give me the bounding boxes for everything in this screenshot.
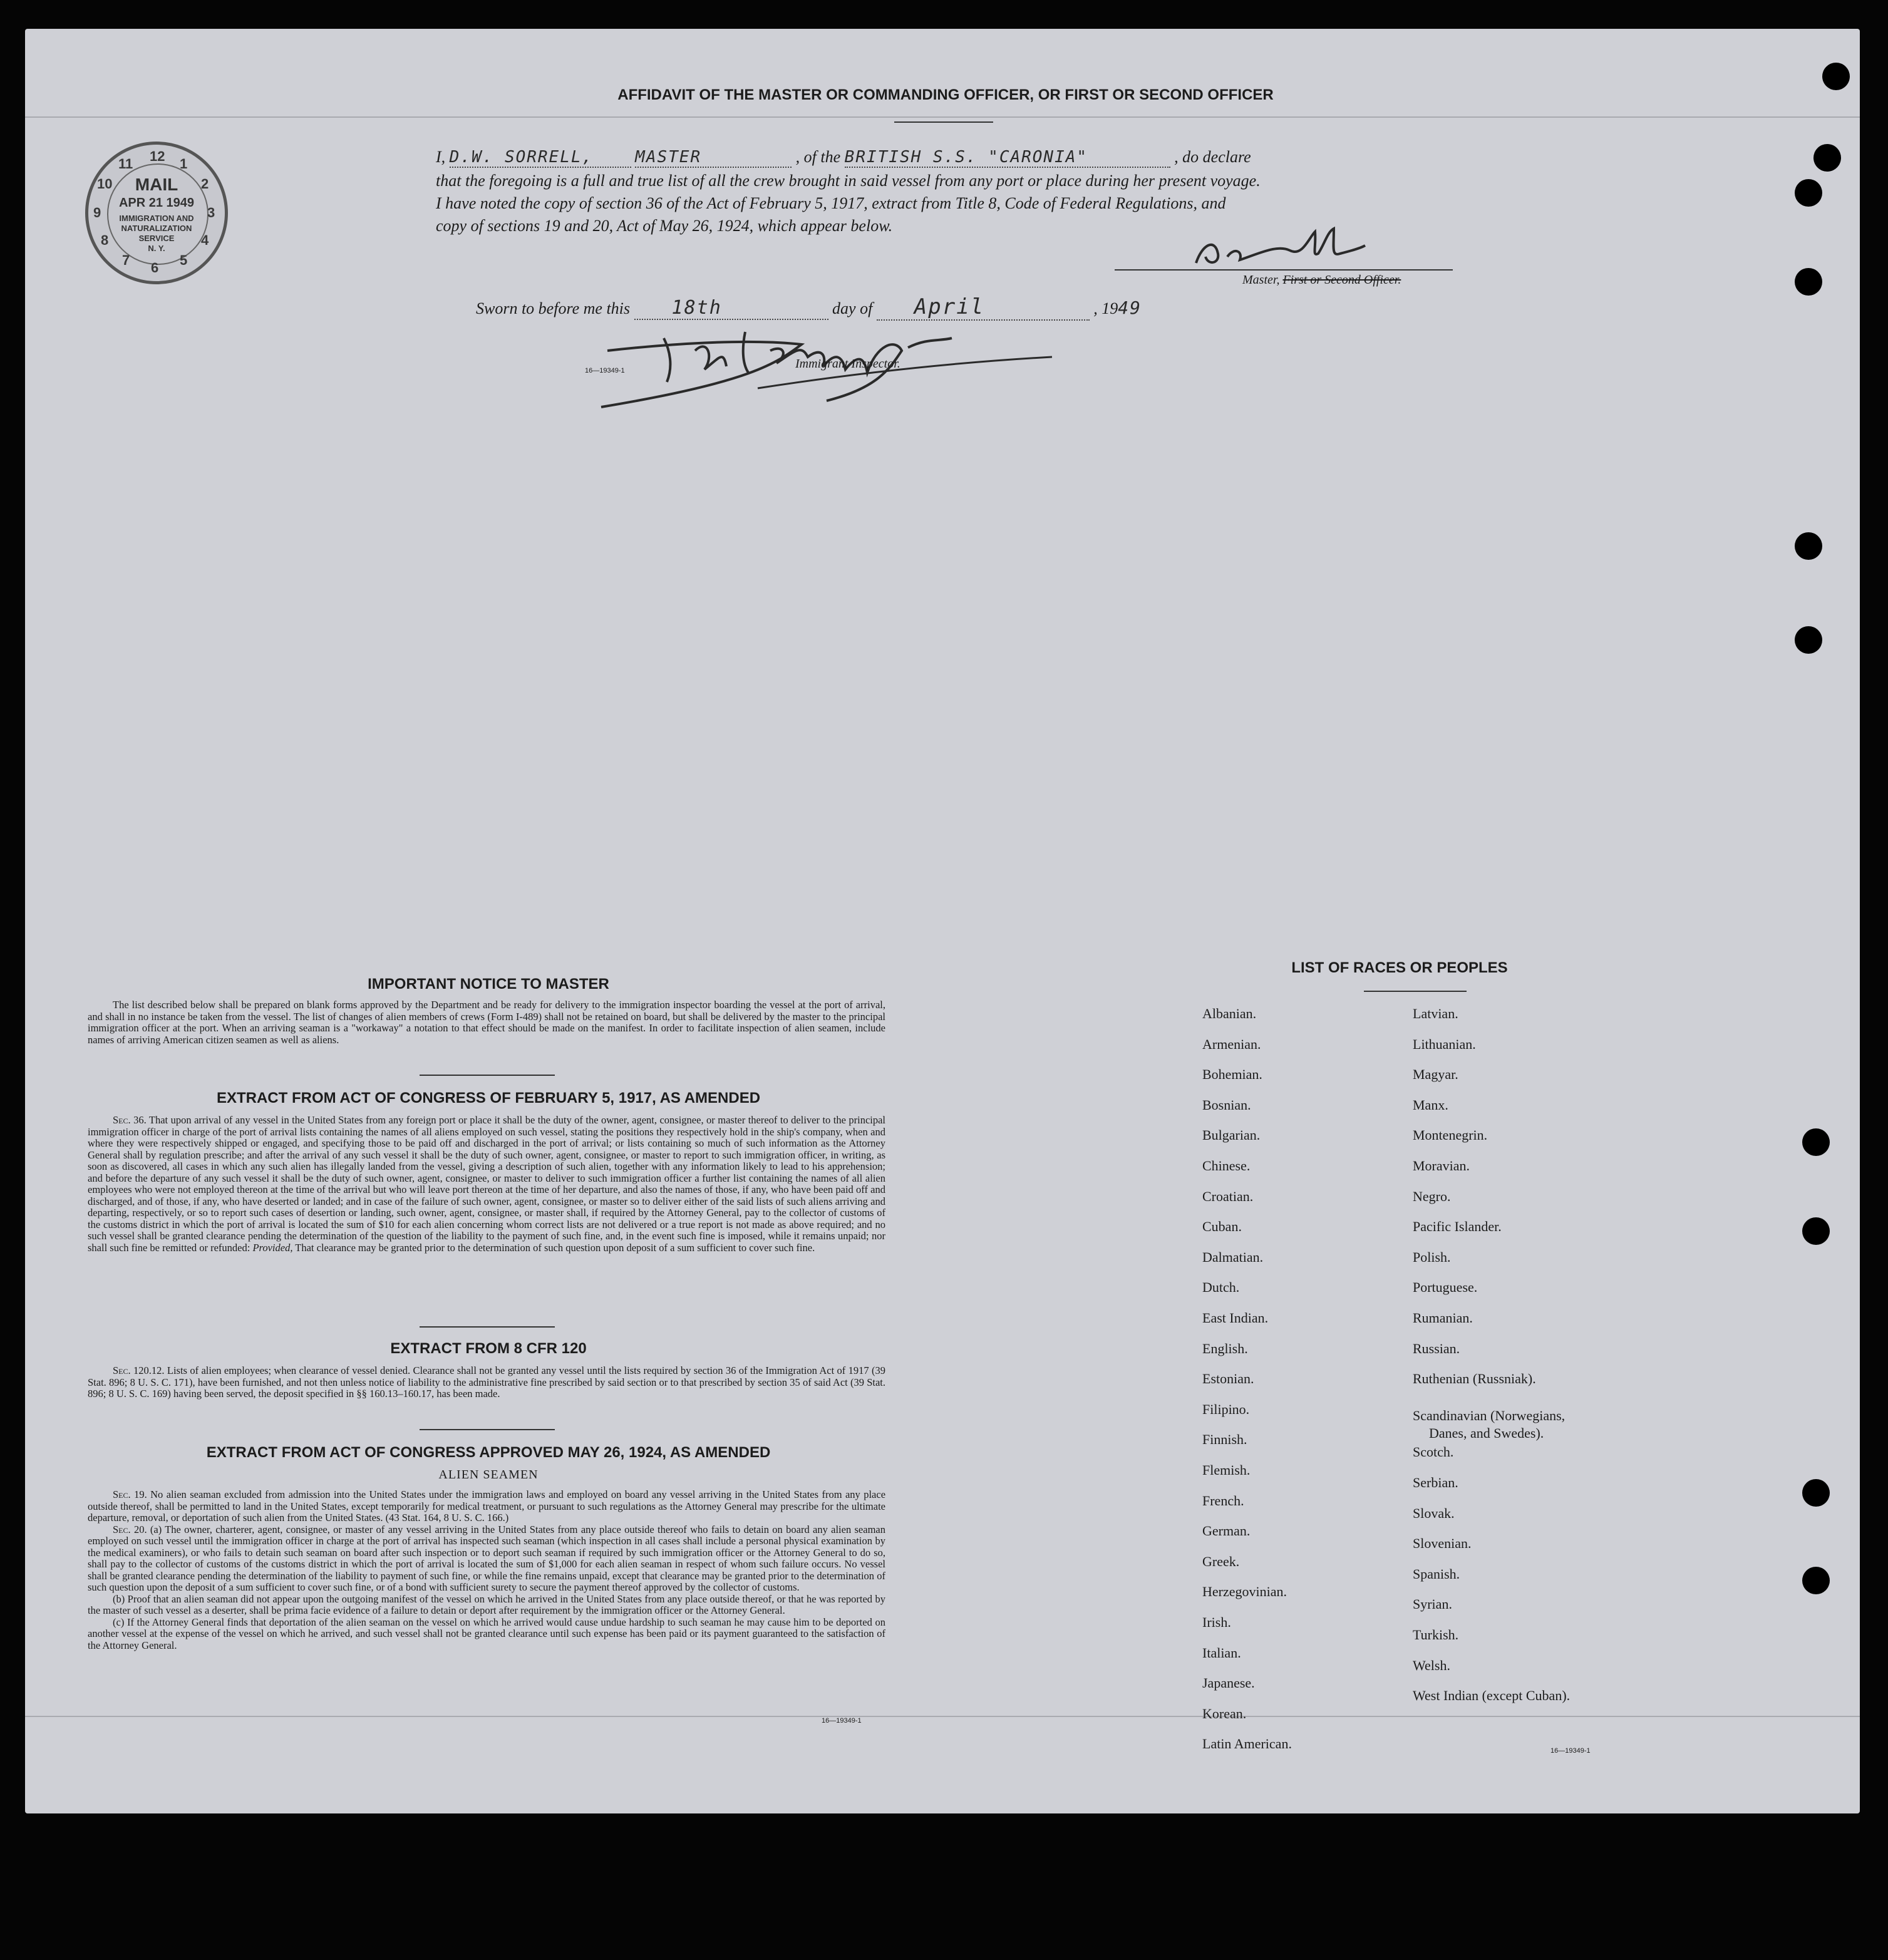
sworn-month: April bbox=[877, 294, 1090, 321]
race-item: Albanian. bbox=[1202, 1006, 1257, 1021]
sec-19-label: Sec. 19. bbox=[113, 1488, 147, 1500]
stamp-number: 7 bbox=[122, 252, 130, 268]
punch-hole bbox=[1802, 1128, 1830, 1156]
sec-36-label: Sec. 36. bbox=[113, 1114, 147, 1126]
race-item: Scotch. bbox=[1413, 1444, 1454, 1460]
affidavit-line-2: that the foregoing is a full and true list of all the crew brought in said vessel from any port or place during her present voyage. bbox=[436, 172, 1261, 190]
race-item: Negro. bbox=[1413, 1188, 1451, 1204]
affidavit-line-4: copy of sections 19 and 20, Act of May 26, 1924, which appear below. bbox=[436, 217, 893, 235]
race-item: Estonian. bbox=[1202, 1371, 1254, 1387]
race-item: Filipino. bbox=[1202, 1401, 1250, 1417]
stamp-mail: MAIL bbox=[135, 175, 178, 194]
sec-20-label: Sec. 20. bbox=[113, 1523, 147, 1535]
stamp-number: 10 bbox=[97, 176, 113, 192]
stamp-number: 8 bbox=[101, 232, 109, 248]
master-label: Master, bbox=[1242, 273, 1280, 287]
master-signature-line bbox=[1115, 269, 1453, 271]
race-item: Bosnian. bbox=[1202, 1096, 1251, 1113]
master-rank: MASTER bbox=[635, 148, 792, 168]
sec-19-paragraph bbox=[88, 1489, 885, 1524]
races-title-rule bbox=[1364, 991, 1467, 992]
race-item: Greek. bbox=[1202, 1553, 1240, 1569]
race-item: Scandinavian (Norwegians, bbox=[1413, 1407, 1566, 1423]
inspector-label: Immigrant Inspector. bbox=[795, 357, 900, 371]
of-the-text: , of the bbox=[795, 148, 841, 166]
stamp-number: 4 bbox=[201, 232, 209, 248]
year-prefix: , 19 bbox=[1093, 299, 1118, 317]
race-item: Rumanian. bbox=[1413, 1310, 1473, 1326]
sworn-day: 18th bbox=[634, 297, 828, 320]
race-item: English. bbox=[1202, 1340, 1248, 1356]
punch-hole bbox=[1802, 1479, 1830, 1507]
race-item: Syrian. bbox=[1413, 1596, 1452, 1612]
stamp-number: 3 bbox=[207, 205, 215, 220]
race-item: Herzegovinian. bbox=[1202, 1584, 1287, 1600]
race-item: Magyar. bbox=[1413, 1066, 1458, 1083]
day-of-text: day of bbox=[832, 299, 873, 317]
stamp-date: APR 21 1949 bbox=[118, 196, 195, 210]
fold-line bbox=[25, 116, 1860, 118]
sec-36-text: That upon arrival of any vessel in the United States from any foreign port or place it shall be the duty of the owner, agent, consignee, or master thereof to deliver to the principal immigration officer in charge of the port of arrival lists containing the names of all aliens employed on such vessel, stating the positions they respectively hold in the ship's company, when and where they were respectively shipped or engaged, and specifying those to be paid off and discharged in the port of arrival; or lists containing so much of such information as the Attorney General shall by regulation prescribe; and after the arrival of any such vessel it shall be the duty of such owner, agent, consignee, or master to report to such immigration officer, in writing, as soon as discovered, all cases in which any such alien has illegally landed from the vessel, giving a description of such alien, together with any information likely to lead to his apprehension; and before the departure of any such vessel it shall be the duty of such owner, agent, consignee, or master to deliver to such immigration officer a further list containing the names of all alien employees who were not employed thereon at the time of the arrival but who will leave port thereon at the time of her departure, and also the names of those, if any, who have been paid off and discharged, and of those, if any, who have deserted or landed; and in case of the failure of such owner, agent, consignee, or master so to deliver either of the said lists of such aliens arriving and departing, respectively, or so to report such cases of desertion or landing, such owner, agent, consignee, or master shall, if required by the Attorney General, pay to the collector of customs of the customs district in which the port of arrival is located the sum of $10 for each alien concerning whom correct lists are not delivered or a true report is not made as above required; and no such vessel shall be granted clearance pending the determination of the question of the liability to the payment of such fine, and, in the event such fine is imposed, while it remains unpaid; nor shall such fine be remitted or refunded: bbox=[88, 1114, 886, 1254]
stamp-number: 11 bbox=[118, 156, 133, 172]
race-item: Cuban. bbox=[1202, 1219, 1242, 1235]
race-item: East Indian. bbox=[1202, 1310, 1269, 1326]
sworn-prefix: Sworn to before me this bbox=[476, 299, 631, 317]
stamp-agency-2: NATURALIZATION bbox=[121, 224, 192, 233]
section-divider bbox=[420, 1429, 555, 1430]
punch-hole bbox=[1795, 179, 1822, 207]
struck-officer-label: First or Second Officer. bbox=[1282, 273, 1401, 287]
sec-20a-paragraph bbox=[88, 1524, 885, 1594]
extract-1924-title: EXTRACT FROM ACT OF CONGRESS APPROVED MAY 26, 1924, AS AMENDED bbox=[206, 1444, 771, 1461]
race-item: Russian. bbox=[1413, 1340, 1460, 1356]
race-item: Welsh. bbox=[1413, 1657, 1450, 1673]
sec-20b-paragraph: (b) Proof that an alien seaman did not appear upon the outgoing manifest of the vessel on which he arrived in the United States from any place outside thereof, or that he was reported by the master of such vessel as a deserter, shall be prima facie evidence of a failure to detain or deport after requirement by the immigration officer or the Attorney General. bbox=[88, 1592, 885, 1616]
sec-20a-text: (a) The owner, charterer, agent, consignee, or master of any vessel arriving in the United States from any place outside thereof who fails to detain on board any alien seaman employed on such vessel until the immigration officer in charge at the port of arrival has inspected such seaman (which inspection in all cases shall include a personal physical examination by the medical examiners), or who fails to detain such seaman on board after such inspection or to deport such seaman if required by such immigration officer or the Attorney General to do so, shall pay to the collector of customs of the customs district in which the port of arrival is located the sum of $1,000 for each alien seaman in respect of whom such failure occurs. No vessel shall be granted clearance pending the determination of the liability to payment of such fine, or while the fine remains unpaid, except that clearance may be granted prior to the determination of such question upon the deposit of a sum sufficient to cover such fine, or of a bond with sufficient surety to secure the payment thereof approved by the collector of customs. bbox=[88, 1523, 885, 1593]
race-item: Danes, and Swedes). bbox=[1429, 1425, 1544, 1441]
race-item: Korean. bbox=[1202, 1705, 1247, 1721]
do-declare-text: , do declare bbox=[1174, 148, 1251, 166]
stamp-number: 6 bbox=[151, 260, 159, 276]
race-item: German. bbox=[1202, 1523, 1251, 1539]
race-item: Irish. bbox=[1202, 1614, 1231, 1630]
stamp-agency-1: IMMIGRATION AND bbox=[119, 214, 194, 223]
affidavit-line-1 bbox=[436, 148, 1457, 168]
punch-hole bbox=[1795, 626, 1822, 654]
affidavit-form-code: 16—19349-1 bbox=[585, 367, 625, 374]
punch-hole bbox=[1802, 1217, 1830, 1245]
sec-36-text-end: That clearance may be granted prior to the determination of such question upon deposit of a sum sufficient to cover such fine. bbox=[295, 1241, 815, 1254]
sec-20c-paragraph: (c) If the Attorney General finds that deportation of the alien seaman on the vessel on which he arrived would cause undue hardship to such seaman he may cause him to be deported on another vessel at the expense of the vessel on which he arrived, and such vessel shall not be granted clearance until such expense has been paid or its payment guaranteed to the satisfaction of the Attorney General. bbox=[88, 1616, 885, 1651]
vessel-name: BRITISH S.S. "CARONIA" bbox=[845, 148, 1170, 168]
race-item: Flemish. bbox=[1202, 1462, 1251, 1478]
affidavit-line-3: I have noted the copy of section 36 of the Act of February 5, 1917, extract from Title 8, Code of Federal Regulations, and bbox=[436, 194, 1226, 212]
mail-stamp bbox=[85, 142, 228, 284]
races-form-code: 16—19349-1 bbox=[1550, 1747, 1591, 1755]
race-item: Dutch. bbox=[1202, 1279, 1240, 1296]
race-item: Finnish. bbox=[1202, 1431, 1247, 1448]
race-item: Latin American. bbox=[1202, 1736, 1292, 1752]
extract-1924-body bbox=[88, 1489, 885, 1651]
race-item: Portuguese. bbox=[1413, 1279, 1478, 1296]
master-signature bbox=[1184, 219, 1371, 276]
extract-1917-title: EXTRACT FROM ACT OF CONGRESS OF FEBRUARY 5, 1917, AS AMENDED bbox=[216, 1090, 761, 1106]
title-rule bbox=[894, 121, 993, 123]
signature-caption bbox=[1242, 273, 1401, 287]
sworn-year: 49 bbox=[1118, 297, 1142, 318]
races-title: LIST OF RACES OR PEOPLES bbox=[1291, 959, 1508, 976]
stamp-number: 12 bbox=[150, 148, 165, 164]
race-item: Montenegrin. bbox=[1413, 1127, 1488, 1143]
notice-text: The list described below shall be prepared on blank forms approved by the Department and be ready for delivery to the immigration inspector boarding the vessel at the port of arrival, and shall in no instance be taken from the vessel. The list of changes of alien members of crews (Form I-489) shall not be retained on board, but shall be delivered by the master to the principal immigration officer at the port. When an arriving seaman is a "workaway" a notation to that effect should be made on the manifest. In order to facilitate inspection of alien seamen, include names of arriving American citizen seamen as well as aliens. bbox=[88, 999, 885, 1046]
sec-120-label: Sec. 120.12. bbox=[113, 1364, 165, 1376]
race-item: Latvian. bbox=[1413, 1006, 1458, 1021]
alien-seamen-subtitle: ALIEN SEAMEN bbox=[438, 1468, 539, 1482]
race-item: Italian. bbox=[1202, 1644, 1241, 1661]
notice-body bbox=[88, 999, 885, 1046]
stamp-number: 5 bbox=[180, 252, 188, 268]
race-item: Slovenian. bbox=[1413, 1535, 1472, 1552]
race-item: French. bbox=[1202, 1492, 1244, 1509]
race-item: Armenian. bbox=[1202, 1036, 1261, 1052]
master-name: D.W. SORRELL, bbox=[450, 148, 631, 168]
stamp-city: N. Y. bbox=[148, 244, 165, 253]
race-item: Moravian. bbox=[1413, 1158, 1470, 1173]
race-item: Manx. bbox=[1413, 1096, 1448, 1113]
race-item: Pacific Islander. bbox=[1413, 1219, 1502, 1235]
fold-line bbox=[25, 1716, 1860, 1717]
race-item: West Indian (except Cuban). bbox=[1413, 1688, 1571, 1704]
i-prefix: I, bbox=[436, 148, 446, 166]
punch-hole bbox=[1795, 268, 1822, 296]
stamp-agency-3: SERVICE bbox=[138, 234, 175, 243]
sec-120-text: Lists of alien employees; when clearance of vessel denied. Clearance shall not be granted any vessel until the lists required by section 36 of the Immigration Act of 1917 (39 Stat. 896; 8 U. S. C. 171), have been furnished, and not then unless notice of liability to the administrative fine prescribed by said section or to that prescribed by section 35 of said Act (39 Stat. 896; 8 U. S. C. 169) having been served, the deposit specified in §§ 160.13–160.17, has been made. bbox=[88, 1364, 886, 1400]
race-item: Serbian. bbox=[1413, 1475, 1458, 1490]
affidavit-title: AFFIDAVIT OF THE MASTER OR COMMANDING OFFICER, OR FIRST OR SECOND OFFICER bbox=[617, 86, 1274, 103]
race-item: Bohemian. bbox=[1202, 1066, 1262, 1083]
stamp-number: 9 bbox=[93, 205, 101, 220]
extract-cfr-body bbox=[88, 1365, 885, 1400]
punch-hole bbox=[1802, 1567, 1830, 1594]
race-item: Lithuanian. bbox=[1413, 1036, 1476, 1052]
notice-title: IMPORTANT NOTICE TO MASTER bbox=[368, 976, 609, 993]
section-divider bbox=[420, 1326, 555, 1328]
race-item: Spanish. bbox=[1413, 1565, 1460, 1582]
race-item: Japanese. bbox=[1202, 1675, 1255, 1691]
race-item: Slovak. bbox=[1413, 1505, 1455, 1521]
stamp-number: 2 bbox=[201, 176, 209, 192]
extract-form-code: 16—19349-1 bbox=[822, 1717, 862, 1725]
race-item: Chinese. bbox=[1202, 1158, 1251, 1173]
race-item: Turkish. bbox=[1413, 1627, 1459, 1643]
race-item: Dalmatian. bbox=[1202, 1249, 1264, 1265]
punch-hole bbox=[1813, 144, 1841, 172]
sec-19-text: No alien seaman excluded from admission into the United States under the immigration laws and employed on board any vessel arriving in the United States from any place outside thereof, shall be permitted to land in the United States, except temporarily for medical treatment, or pursuant to such regulations as the Attorney General may prescribe for the ultimate departure, removal, or deportation of such alien from the United States. (43 Stat. 164, 8 U. S. C. 166.) bbox=[88, 1488, 886, 1524]
stamp-number: 1 bbox=[180, 156, 188, 172]
bottom-margin bbox=[25, 1813, 1860, 1816]
punch-hole bbox=[1795, 532, 1822, 560]
race-item: Bulgarian. bbox=[1202, 1127, 1261, 1143]
race-item: Croatian. bbox=[1202, 1188, 1254, 1204]
provided-word: Provided, bbox=[252, 1241, 293, 1254]
punch-hole bbox=[1822, 63, 1850, 90]
race-item: Ruthenian (Russniak). bbox=[1413, 1371, 1536, 1387]
extract-1917-body bbox=[88, 1115, 885, 1254]
extract-cfr-title: EXTRACT FROM 8 CFR 120 bbox=[390, 1340, 587, 1357]
race-item: Polish. bbox=[1413, 1249, 1451, 1265]
section-divider bbox=[420, 1075, 555, 1076]
